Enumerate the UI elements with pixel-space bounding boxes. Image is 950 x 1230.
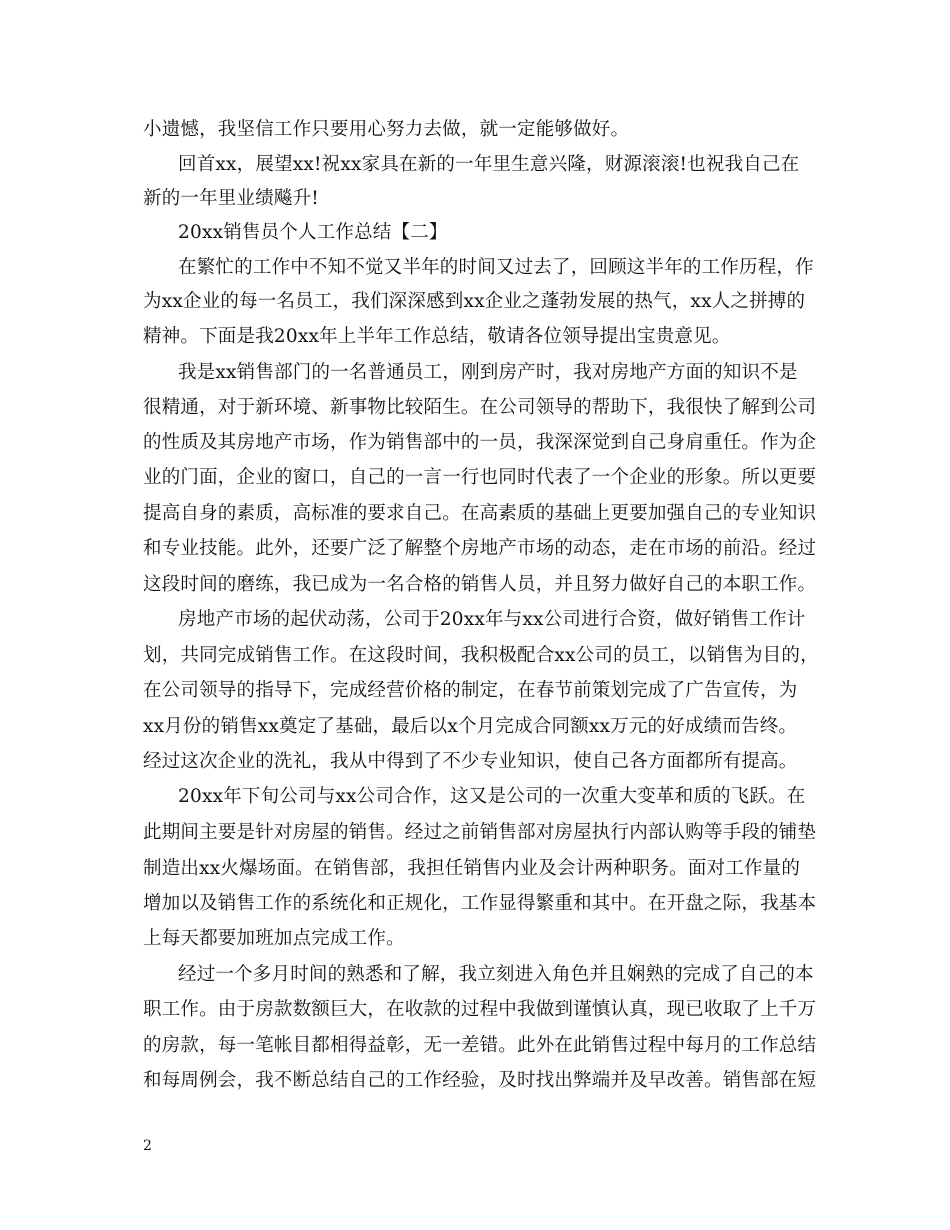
text-line-12: 提高自身的素质，高标准的要求自己。在高素质的基础上更要加强自己的专业知识 bbox=[143, 503, 817, 524]
text-line-27: 的房款，每一笔帐目都相得益彰，无一差错。此外在此销售过程中每月的工作总结 bbox=[143, 1035, 817, 1056]
text-line-16: 划，共同完成销售工作。在这段时间，我积极配合xx公司的员工，以销售为目的， bbox=[143, 645, 819, 666]
text-line-17: 在公司领导的指导下，完成经营价格的制定，在春节前策划完成了广告宣传，为 bbox=[143, 680, 798, 701]
text-line-13: 和专业技能。此外，还要广泛了解整个房地产市场的动态，走在市场的前沿。经过 bbox=[143, 538, 817, 559]
text-line-15: 房地产市场的起伏动荡，公司于20xx年与xx公司进行合资，做好销售工作计 bbox=[178, 609, 806, 630]
text-line-25: 经过一个多月时间的熟悉和了解，我立刻进入角色并且娴熟的完成了自己的本 bbox=[178, 964, 814, 985]
text-line-19: 经过这次企业的洗礼，我从中得到了不少专业知识，使自己各方面都所有提高。 bbox=[143, 751, 798, 772]
text-line-10: 的性质及其房地产市场，作为销售部中的一员，我深深觉到自己身肩重任。作为企 bbox=[143, 432, 817, 453]
text-line-2: 回首xx，展望xx!祝xx家具在新的一年里生意兴隆，财源滚滚!也祝我自己在 bbox=[178, 154, 800, 175]
text-line-23: 增加以及销售工作的系统化和正规化，工作显得繁重和其中。在开盘之际，我基本 bbox=[143, 893, 817, 914]
text-line-21: 此期间主要是针对房屋的销售。经过之前销售部对房屋执行内部认购等手段的铺垫 bbox=[143, 822, 817, 843]
section-heading: 20xx销售员个人工作总结【二】 bbox=[178, 222, 448, 243]
text-line-18: xx月份的销售xx奠定了基础，最后以x个月完成合同额xx万元的好成绩而告终。 bbox=[143, 716, 798, 737]
text-line-5: 在繁忙的工作中不知不觉又半年的时间又过去了，回顾这半年的工作历程，作 bbox=[178, 257, 814, 278]
text-line-11: 业的门面，企业的窗口，自己的一言一行也同时代表了一个企业的形象。所以更要 bbox=[143, 467, 817, 488]
text-line-9: 很精通，对于新环境、新事物比较陌生。在公司领导的帮助下，我很快了解到公司 bbox=[143, 397, 817, 418]
text-line-24: 上每天都要加班加点完成工作。 bbox=[143, 928, 405, 949]
text-line-26: 职工作。由于房款数额巨大，在收款的过程中我做到谨慎认真，现已收取了上千万 bbox=[143, 999, 817, 1020]
text-line-20: 20xx年下旬公司与xx公司合作，这又是公司的一次重大变革和质的飞跃。在 bbox=[178, 786, 806, 807]
text-line-6: 为xx企业的每一名员工，我们深深感到xx企业之蓬勃发展的热气，xx人之拼搏的 bbox=[143, 291, 806, 312]
text-line-14: 这段时间的磨练，我已成为一名合格的销售人员，并且努力做好自己的本职工作。 bbox=[143, 574, 817, 595]
text-line-3: 新的一年里业绩飚升! bbox=[143, 188, 319, 209]
page-number: 2 bbox=[143, 1138, 152, 1154]
text-line-22: 制造出xx火爆场面。在销售部，我担任销售内业及会计两种职务。面对工作量的 bbox=[143, 858, 801, 879]
text-line-1: 小遗憾，我坚信工作只要用心努力去做，就一定能够做好。 bbox=[143, 119, 630, 140]
text-line-28: 和每周例会，我不断总结自己的工作经验，及时找出弊端并及早改善。销售部在短 bbox=[143, 1070, 817, 1091]
text-line-7: 精神。下面是我20xx年上半年工作总结，敬请各位领导提出宝贵意见。 bbox=[143, 326, 731, 347]
text-line-8: 我是xx销售部门的一名普通员工，刚到房产时，我对房地产方面的知识不是 bbox=[178, 362, 798, 383]
